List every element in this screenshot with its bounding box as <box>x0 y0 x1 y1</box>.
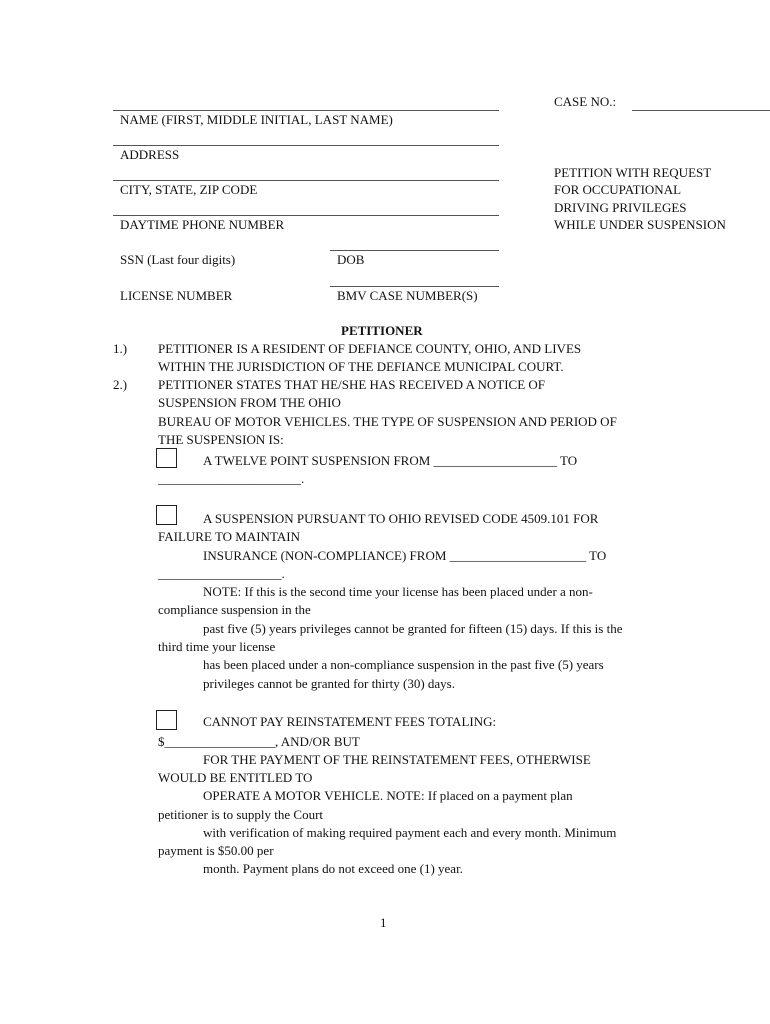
page-number: 1 <box>380 915 387 930</box>
option-note: OPERATE A MOTOR VEHICLE. NOTE: If placed on a payment plan <box>203 788 573 803</box>
item-text: WITHIN THE JURISDICTION OF THE DEFIANCE MUNICIPAL COURT. <box>158 359 564 374</box>
item-text: BUREAU OF MOTOR VEHICLES. THE TYPE OF SUSPENSION AND PERIOD OF <box>158 414 617 429</box>
option-note: with verification of making required payment each and every month. Minimum <box>203 825 617 840</box>
option-note: compliance suspension in the <box>158 602 311 617</box>
item-text: SUSPENSION FROM THE OHIO <box>158 395 341 410</box>
option-text: FOR THE PAYMENT OF THE REINSTATEMENT FEES, OTHERWISE <box>203 752 591 767</box>
license-label: LICENSE NUMBER <box>120 288 233 303</box>
item-number: 1.) <box>113 341 128 356</box>
option-text: $_________________, AND/OR BUT <box>158 734 360 749</box>
option-note: past five (5) years privileges cannot be granted for fifteen (15) days. If this is the <box>203 621 623 636</box>
item-text: PETITIONER IS A RESIDENT OF DEFIANCE COUNTY, OHIO, AND LIVES <box>158 341 582 356</box>
option-text: A SUSPENSION PURSUANT TO OHIO REVISED CODE 4509.101 FOR <box>203 511 599 526</box>
item-text: THE SUSPENSION IS: <box>158 432 284 447</box>
item-number: 2.) <box>113 377 128 392</box>
name-label: NAME (FIRST, MIDDLE INITIAL, LAST NAME) <box>120 112 393 127</box>
option-text: FAILURE TO MAINTAIN <box>158 529 300 544</box>
petition-title-line: WHILE UNDER SUSPENSION <box>554 217 726 232</box>
option-text: CANNOT PAY REINSTATEMENT FEES TOTALING: <box>203 714 497 729</box>
address-label: ADDRESS <box>120 147 180 162</box>
option-note: NOTE: If this is the second time your license has been placed under a non- <box>203 584 593 599</box>
option-text: WOULD BE ENTITLED TO <box>158 770 313 785</box>
option-text: A TWELVE POINT SUSPENSION FROM ___________________ TO <box>203 453 578 468</box>
reinstatement-fees-checkbox[interactable] <box>156 710 177 730</box>
bmv-case-label: BMV CASE NUMBER(S) <box>337 288 478 303</box>
twelve-point-checkbox[interactable] <box>156 448 177 468</box>
option-note: payment is $50.00 per <box>158 843 274 858</box>
option-note: has been placed under a non-compliance suspension in the past five (5) years <box>203 657 604 672</box>
option-text: ______________________. <box>158 471 305 486</box>
phone-label: DAYTIME PHONE NUMBER <box>120 217 285 232</box>
case-no-field[interactable] <box>632 110 770 111</box>
section-heading: PETITIONER <box>341 323 423 338</box>
dob-label: DOB <box>337 252 365 267</box>
option-text: ___________________. <box>158 566 285 581</box>
item-text: PETITIONER STATES THAT HE/SHE HAS RECEIVED A NOTICE OF <box>158 377 546 392</box>
petition-title-line: DRIVING PRIVILEGES <box>554 200 687 215</box>
petition-title-line: PETITION WITH REQUEST <box>554 165 712 180</box>
petition-title-line: FOR OCCUPATIONAL <box>554 182 682 197</box>
ssn-label: SSN (Last four digits) <box>120 252 236 267</box>
city-state-zip-label: CITY, STATE, ZIP CODE <box>120 182 258 197</box>
option-note: third time your license <box>158 639 276 654</box>
option-text: INSURANCE (NON-COMPLIANCE) FROM _____________________ TO <box>203 548 607 563</box>
case-no-label: CASE NO.: <box>554 94 617 109</box>
option-note: month. Payment plans do not exceed one (1) year. <box>203 861 463 876</box>
non-compliance-checkbox[interactable] <box>156 505 177 525</box>
option-note: privileges cannot be granted for thirty (30) days. <box>203 676 455 691</box>
option-note: petitioner is to supply the Court <box>158 807 324 822</box>
